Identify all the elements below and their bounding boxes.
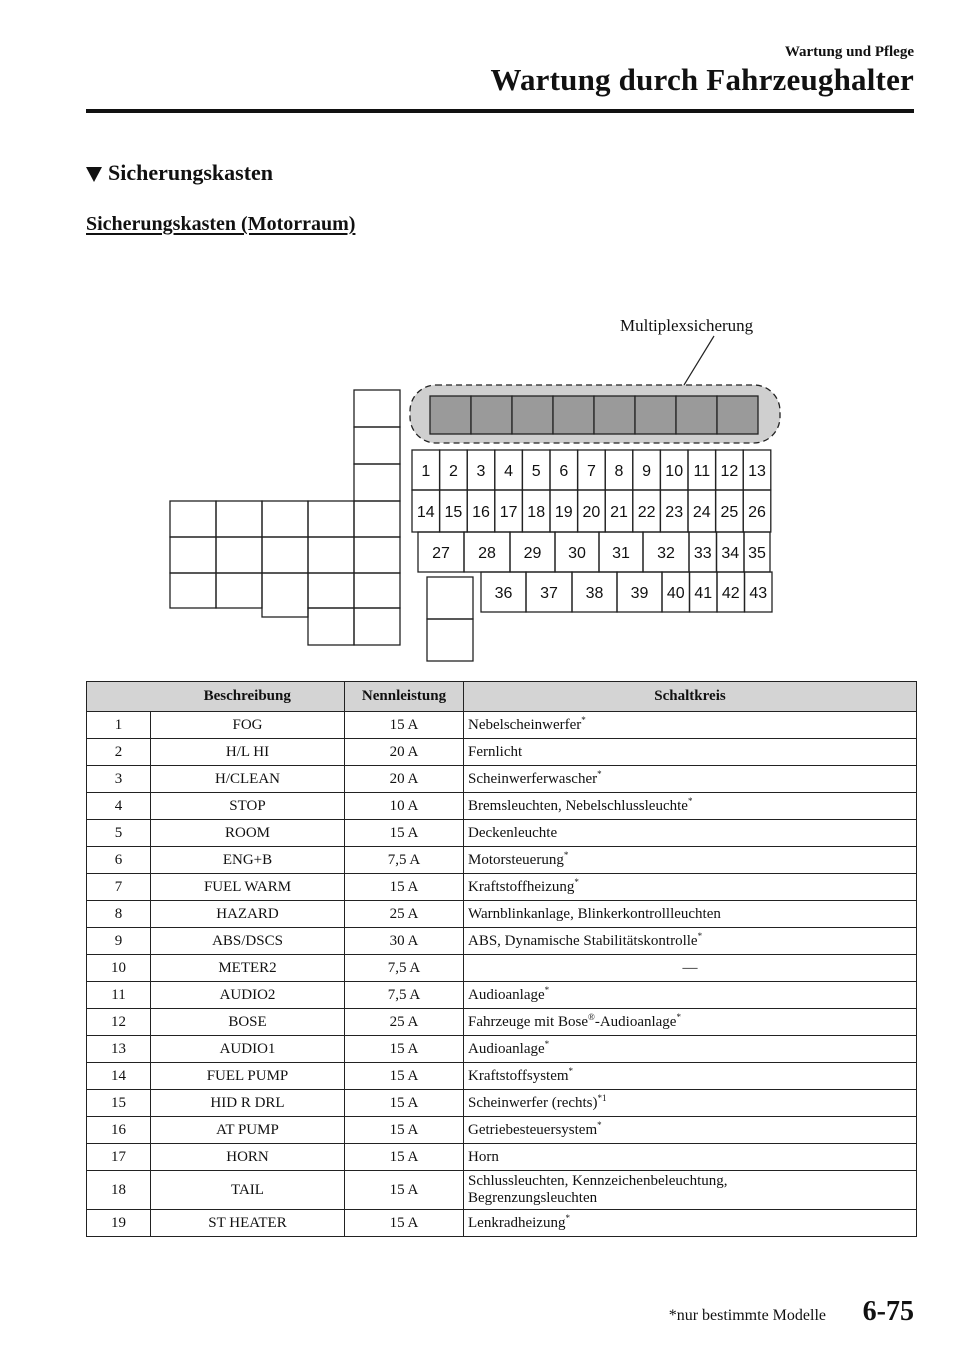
fuse-number-label: 28: [478, 545, 496, 562]
circuit-text: Bremsleuchten, Nebelschlussleuchte: [468, 797, 688, 814]
circuit-text: Scheinwerferwascher: [468, 770, 598, 787]
relay-slot: [354, 608, 400, 645]
fuse-number-label: 6: [559, 463, 569, 480]
relay-slot: [170, 501, 216, 537]
footnote: *nur bestimmte Modelle: [668, 1307, 826, 1324]
multiplex-fuse-slot: [471, 396, 512, 434]
fuse-circuit-cell: [464, 847, 917, 874]
circuit-text: Deckenleuchte: [468, 824, 558, 841]
fuse-number-label: 11: [693, 463, 711, 480]
fuse-circuit-cell: [464, 793, 917, 820]
multiplex-fuse-slot: [553, 396, 594, 434]
table-header-row: [87, 682, 917, 712]
fuse-circuit-cell: [464, 1210, 917, 1237]
fuse-description-cell: METER2: [151, 955, 345, 982]
fuse-description-cell: H/L HI: [151, 739, 345, 766]
fuse-number-label: 23: [665, 504, 684, 521]
fuse-number-cell: 3: [87, 766, 151, 793]
fuse-description-cell: HORN: [151, 1144, 345, 1171]
fuse-number-label: 9: [642, 463, 652, 480]
fuse-number-label: 36: [494, 585, 513, 602]
fuse-box-diagram: [0, 0, 960, 680]
table-row: [87, 1036, 917, 1063]
fuse-circuit-cell: [464, 1036, 917, 1063]
fuse-number-label: 25: [720, 504, 739, 521]
callout-line: [684, 336, 714, 385]
relay-slot: [216, 573, 262, 608]
table-row: [87, 874, 917, 901]
fuse-description-cell: STOP: [151, 793, 345, 820]
fuse-number-cell: 11: [87, 982, 151, 1009]
fuse-rating-cell: 15 A: [345, 820, 464, 847]
fuse-circuit-cell: [464, 1090, 917, 1117]
fuse-number-label: 5: [531, 463, 541, 480]
table-row: [87, 1144, 917, 1171]
fuse-rating-cell: 15 A: [345, 1063, 464, 1090]
fuse-description-cell: H/CLEAN: [151, 766, 345, 793]
fuse-number-label: 14: [416, 504, 435, 521]
table-row: [87, 1063, 917, 1090]
relay-slot: [308, 537, 354, 573]
fuse-rating-cell: 7,5 A: [345, 847, 464, 874]
table-row: [87, 793, 917, 820]
fuse-circuit-cell: [464, 901, 917, 928]
relay-slot: [308, 608, 354, 645]
footnote-mark: *: [581, 714, 586, 725]
relay-slot: [262, 573, 308, 617]
fuse-number-cell: 14: [87, 1063, 151, 1090]
table-row: [87, 928, 917, 955]
table-row: [87, 982, 917, 1009]
fuse-circuit-cell: [464, 1117, 917, 1144]
fuse-number-label: 12: [720, 463, 739, 480]
fuse-circuit-cell: [464, 1144, 917, 1171]
fuse-number-cell: 1: [87, 712, 151, 739]
footnote-mark: *: [597, 1119, 602, 1130]
relay-slot: [216, 537, 262, 573]
fuse-circuit-cell: [464, 955, 917, 982]
fuse-number-label: 26: [748, 504, 766, 521]
fuse-description-cell: FUEL WARM: [151, 874, 345, 901]
fuse-number-cell: 6: [87, 847, 151, 874]
fuse-number-cell: 9: [87, 928, 151, 955]
circuit-text: Audioanlage: [468, 986, 545, 1003]
fuse-number-cell: 17: [87, 1144, 151, 1171]
fuse-number-label: 33: [693, 545, 712, 562]
circuit-text: Warnblinkanlage, Blinkerkontrollleuchten: [468, 905, 721, 922]
fuse-description-cell: AUDIO1: [151, 1036, 345, 1063]
fuse-number-cell: 18: [87, 1171, 151, 1210]
table-row: [87, 739, 917, 766]
relay-slot: [354, 537, 400, 573]
table-row: [87, 901, 917, 928]
fuse-number-label: 41: [694, 585, 713, 602]
footnote-mark: *: [597, 768, 602, 779]
circuit-text: Motorsteuerung: [468, 851, 564, 868]
fuse-number-label: 7: [586, 463, 596, 480]
chapter-title: Wartung durch Fahrzeughalter: [490, 62, 914, 97]
multiplex-fuse-slot: [717, 396, 758, 434]
fuse-number-cell: 10: [87, 955, 151, 982]
fuse-circuit-cell: [464, 1171, 917, 1210]
fuse-number-label: 42: [721, 585, 740, 602]
fuse-circuit-cell: [464, 712, 917, 739]
fuse-number-label: 3: [476, 463, 486, 480]
table-row: [87, 1117, 917, 1144]
fuse-number-cell: 8: [87, 901, 151, 928]
fuse-number-label: 15: [444, 504, 463, 521]
fuse-number-cell: 7: [87, 874, 151, 901]
table-row: [87, 847, 917, 874]
circuit-text: Audioanlage: [468, 1040, 545, 1057]
fuse-rating-cell: 10 A: [345, 793, 464, 820]
multiplex-fuse-slot: [676, 396, 717, 434]
fuse-number-label: 20: [582, 504, 601, 521]
relay-slot: [262, 537, 308, 573]
table-row: [87, 1009, 917, 1036]
header-circuit: Schaltkreis: [464, 682, 917, 712]
relay-slot: [170, 537, 216, 573]
fuse-rating-cell: 15 A: [345, 874, 464, 901]
fuse-number-label: 37: [540, 585, 558, 602]
fuse-number-label: 17: [499, 504, 518, 521]
fuse-number-cell: 13: [87, 1036, 151, 1063]
fuse-rating-cell: 20 A: [345, 739, 464, 766]
fuse-rating-cell: 15 A: [345, 1036, 464, 1063]
circuit-text-line2: Begrenzungsleuchten: [468, 1190, 598, 1206]
relay-slot: [308, 573, 354, 608]
circuit-text: Fahrzeuge mit Bose: [468, 1013, 588, 1030]
section-title-text: Sicherungskasten: [108, 160, 274, 185]
circuit-text: Lenkradheizung: [468, 1214, 566, 1231]
multiplex-fuse-slot: [512, 396, 553, 434]
fuse-description-cell: ROOM: [151, 820, 345, 847]
fuse-rating-cell: 20 A: [345, 766, 464, 793]
table-row: [87, 1171, 917, 1210]
fuse-number-label: 39: [630, 585, 649, 602]
fuse-number-label: 2: [448, 463, 458, 480]
fuse-rating-cell: 30 A: [345, 928, 464, 955]
relay-slot: [170, 573, 216, 608]
circuit-text: -Audioanlage: [594, 1013, 677, 1030]
relay-slot: [354, 427, 400, 464]
fuse-number-label: 35: [748, 545, 766, 562]
fuse-circuit-cell: [464, 874, 917, 901]
fuse-description-cell: AT PUMP: [151, 1117, 345, 1144]
fuse-number-label: 43: [749, 585, 768, 602]
circuit-text: Getriebesteuersystem: [468, 1121, 598, 1138]
fuse-number-label: 31: [612, 545, 630, 562]
multiplex-fuse-slot: [635, 396, 676, 434]
fuse-number-cell: 12: [87, 1009, 151, 1036]
footnote-mark: *: [544, 984, 550, 995]
registered-mark: ®: [587, 1011, 595, 1022]
fuse-circuit-cell: [464, 1009, 917, 1036]
relay-slot: [427, 619, 473, 661]
fuse-number-label: 4: [504, 463, 514, 480]
circuit-text: —: [682, 959, 698, 976]
fuse-circuit-cell: [464, 739, 917, 766]
circuit-text: Kraftstoffheizung: [468, 878, 575, 895]
multiplex-fuse-slot: [594, 396, 635, 434]
multiplex-callout-label: Multiplexsicherung: [620, 316, 754, 335]
fuse-number-label: 16: [472, 504, 490, 521]
circuit-text: Fernlicht: [468, 743, 523, 760]
fuse-description-cell: FUEL PUMP: [151, 1063, 345, 1090]
circuit-text: Kraftstoffsystem: [468, 1067, 569, 1084]
footnote-mark: *1: [597, 1092, 607, 1103]
footnote-mark: *: [568, 1065, 574, 1076]
relay-slot: [308, 501, 354, 537]
fuse-circuit-cell: [464, 928, 917, 955]
fuse-number-label: 34: [721, 545, 740, 562]
section-header: Wartung und Pflege: [784, 44, 914, 60]
footnote-mark: *: [563, 849, 569, 860]
fuse-description-cell: AUDIO2: [151, 982, 345, 1009]
table-row: [87, 1210, 917, 1237]
table-row: [87, 1090, 917, 1117]
header-rating: Nennleistung: [345, 682, 464, 712]
fuse-number-label: 10: [665, 463, 684, 480]
fuse-number-label: 18: [527, 504, 546, 521]
table-row: [87, 820, 917, 847]
footnote-mark: *: [574, 876, 579, 887]
header-description: Beschreibung: [151, 682, 345, 712]
fuse-number-label: 22: [637, 504, 656, 521]
fuse-rating-cell: 7,5 A: [345, 955, 464, 982]
relay-slot: [262, 501, 308, 537]
fuse-number-cell: 16: [87, 1117, 151, 1144]
header-number: [87, 682, 151, 712]
fuse-number-cell: 2: [87, 739, 151, 766]
fuse-circuit-cell: [464, 982, 917, 1009]
fuse-number-cell: 4: [87, 793, 151, 820]
fuse-rating-cell: 15 A: [345, 1117, 464, 1144]
footnote-mark: *: [565, 1212, 570, 1223]
footnote-mark: *: [544, 1038, 550, 1049]
circuit-text: ABS, Dynamische Stabilitätskontrolle: [468, 932, 698, 949]
table-row: [87, 766, 917, 793]
fuse-number-label: 1: [421, 463, 431, 480]
fuse-description-cell: HAZARD: [151, 901, 345, 928]
fuse-rating-cell: 15 A: [345, 1171, 464, 1210]
relay-slot: [427, 577, 473, 619]
multiplex-fuse-slot: [430, 396, 471, 434]
circuit-text: Schlussleuchten, Kennzeichenbeleuchtung,: [468, 1173, 728, 1189]
footnote-mark: *: [687, 795, 693, 806]
fuse-description-cell: BOSE: [151, 1009, 345, 1036]
fuse-description-cell: HID R DRL: [151, 1090, 345, 1117]
fuse-number-label: 27: [432, 545, 450, 562]
fuse-description-cell: ST HEATER: [151, 1210, 345, 1237]
table-row: [87, 955, 917, 982]
footnote-mark: *: [697, 930, 703, 941]
relay-slot: [354, 573, 400, 608]
fuse-rating-cell: 25 A: [345, 901, 464, 928]
fuse-number-label: 21: [610, 504, 628, 521]
circuit-text: Scheinwerfer (rechts): [468, 1094, 598, 1111]
fuse-number-cell: 15: [87, 1090, 151, 1117]
fuse-number-label: 40: [666, 585, 685, 602]
fuse-table: [86, 681, 917, 1237]
circuit-text: Horn: [468, 1148, 499, 1165]
fuse-number-label: 32: [657, 545, 675, 562]
fuse-number-label: 8: [614, 463, 624, 480]
fuse-rating-cell: 15 A: [345, 712, 464, 739]
page-number: 6-75: [862, 1296, 914, 1327]
relay-slot: [354, 501, 400, 537]
fuse-description-cell: TAIL: [151, 1171, 345, 1210]
fuse-description-cell: ABS/DSCS: [151, 928, 345, 955]
fuse-rating-cell: 7,5 A: [345, 982, 464, 1009]
circuit-text: Nebelscheinwerfer: [468, 716, 582, 733]
relay-slot: [354, 390, 400, 427]
fuse-number-label: 13: [748, 463, 766, 480]
fuse-number-cell: 5: [87, 820, 151, 847]
fuse-rating-cell: 15 A: [345, 1144, 464, 1171]
fuse-number-label: 29: [523, 545, 542, 562]
fuse-rating-cell: 25 A: [345, 1009, 464, 1036]
fuse-description-cell: ENG+B: [151, 847, 345, 874]
fuse-circuit-cell: [464, 766, 917, 793]
subsection-title: Sicherungskasten (Motorraum): [86, 213, 356, 235]
fuse-description-cell: FOG: [151, 712, 345, 739]
fuse-number-label: 24: [692, 504, 711, 521]
fuse-number-label: 38: [585, 585, 604, 602]
fuse-circuit-cell: [464, 1063, 917, 1090]
fuse-rating-cell: 15 A: [345, 1210, 464, 1237]
footnote-mark: *: [676, 1011, 681, 1022]
fuse-number-label: 19: [554, 504, 573, 521]
fuse-number-label: 30: [568, 545, 586, 562]
fuse-circuit-cell: [464, 820, 917, 847]
fuse-rating-cell: 15 A: [345, 1090, 464, 1117]
relay-slot: [354, 464, 400, 501]
relay-slot: [216, 501, 262, 537]
table-row: [87, 712, 917, 739]
fuse-number-cell: 19: [87, 1210, 151, 1237]
